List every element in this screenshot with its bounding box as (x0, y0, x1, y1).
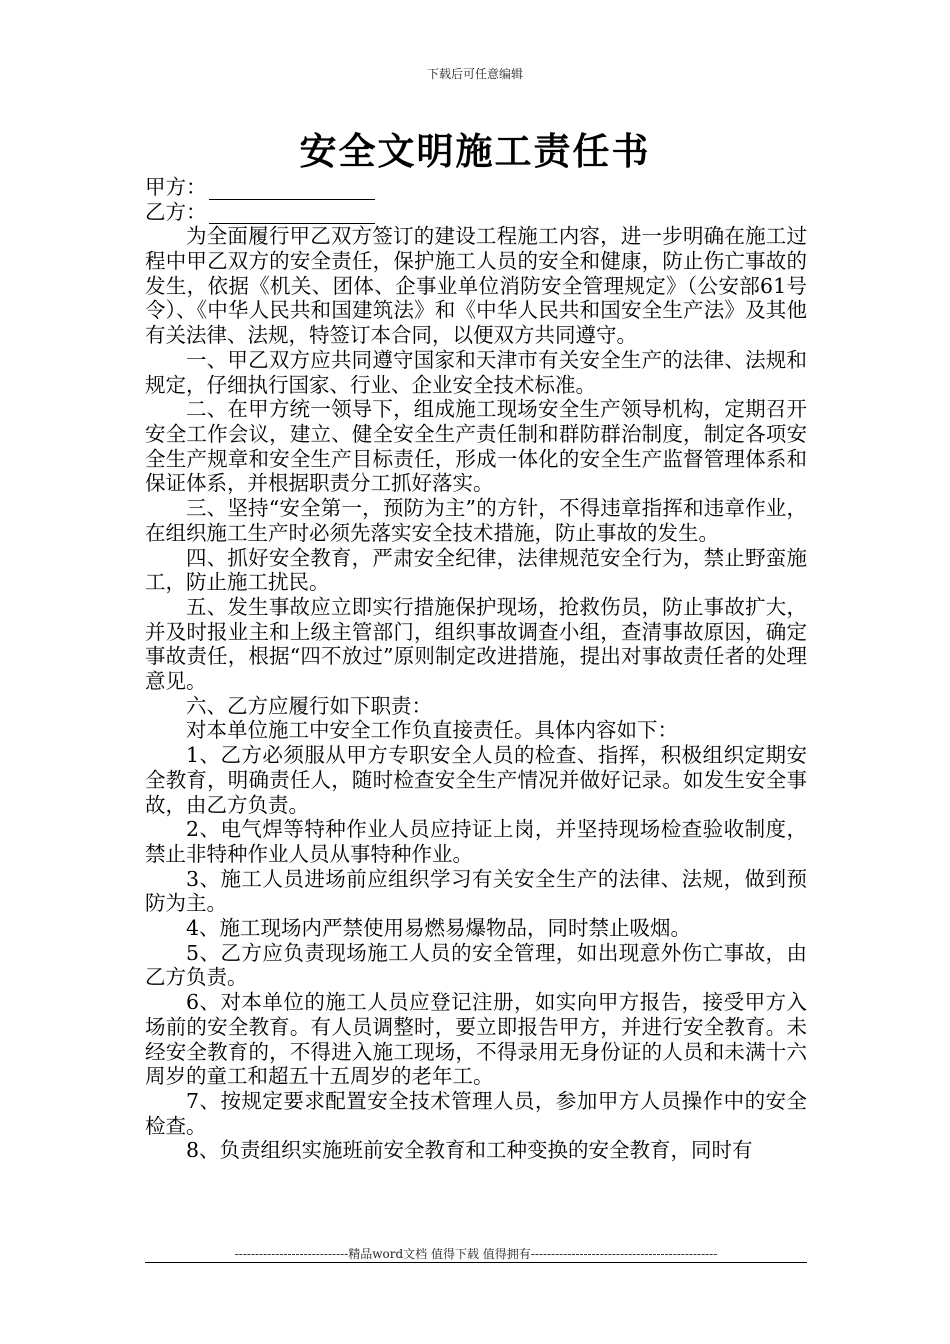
clause-6: 六、乙方应履行如下职责： (186, 693, 432, 718)
duty-5: 5、乙方应负责现场施工人员的安全管理，如出现意外伤亡事故，由乙方负责。 (145, 940, 807, 990)
document-title: 安全文明施工责任书 (299, 129, 651, 173)
duty-1: 1、乙方必须服从甲方专职安全人员的检查、指挥，积极组织定期安全教育，明确责任人，随时检查安全生产情况并做好记录。如发生安全事故，由乙方负责。 (145, 743, 807, 817)
clause-5: 五、发生事故应立即实行措施保护现场，抢救伤员，防止事故扩大，并及时报业主和上级主管部门，组织事故调查小组，查清事故原因，确定事故责任，根据“四不放过”原则制定改进措施，提出对事故责任者的处理意见。 (145, 594, 807, 694)
party-a-label: 甲方： (145, 174, 207, 199)
clause-3: 三、坚持“安全第一，预防为主”的方针，不得违章指挥和违章作业，在组织施工生产时必须先落实安全技术措施，防止事故的发生。 (145, 496, 807, 545)
duty-2: 2、电气焊等特种作业人员应持证上岗，并坚持现场检查验收制度，禁止非特种作业人员从事特种作业。 (145, 817, 807, 866)
party-b-label: 乙方： (145, 199, 207, 224)
party-a-blank (209, 180, 375, 200)
clause-1: 一、甲乙双方应共同遵守国家和天津市有关安全生产的法律、法规和规定，仔细执行国家、行业、企业安全技术标准。 (145, 347, 807, 397)
clause-6-intro: 对本单位施工中安全工作负直接责任。具体内容如下： (186, 718, 678, 743)
party-b-blank (209, 204, 375, 224)
footer-text: ----------------------------精品word文档 值得下载 值得拥有---------------------------------------------- (234, 1247, 718, 1261)
duty-3: 3、施工人员进场前应组织学习有关安全生产的法律、法规，做到预防为主。 (145, 866, 807, 916)
document-body (145, 175, 807, 1163)
duty-7: 7、按规定要求配置安全技术管理人员，参加甲方人员操作中的安全检查。 (145, 1088, 807, 1138)
party-b-line (145, 200, 807, 225)
header-note: 下载后可任意编辑 (426, 67, 523, 81)
party-a-line (145, 175, 807, 200)
duty-8: 8、负责组织实施班前安全教育和工种变换的安全教育，同时有 (186, 1138, 753, 1163)
duty-4: 4、施工现场内严禁使用易燃易爆物品，同时禁止吸烟。 (186, 916, 692, 941)
intro-paragraph: 为全面履行甲乙双方签订的建设工程施工内容，进一步明确在施工过程中甲乙双方的安全责任，保护施工人员的安全和健康，防止伤亡事故的发生，依据《机关、团体、企事业单位消防安全管理规定》（公安部61号令）、《中华人民共和国建筑法》和《中华人民共和国安全生产法》及其他有关法律、法规，特签订本合同，以便双方共同遵守。 (145, 224, 807, 348)
clause-4: 四、抓好安全教育，严肃安全纪律，法律规范安全行为，禁止野蛮施工，防止施工扰民。 (145, 545, 807, 595)
footer-divider (145, 1262, 807, 1263)
clause-2: 二、在甲方统一领导下，组成施工现场安全生产领导机构，定期召开安全工作会议，建立、健全安全生产责任制和群防群治制度，制定各项安全生产规章和安全生产目标责任，形成一体化的安全生产监督管理体系和保证体系，并根据职责分工抓好落实。 (145, 397, 807, 496)
duty-6: 6、对本单位的施工人员应登记注册，如实向甲方报告，接受甲方入场前的安全教育。有人员调整时，要立即报告甲方，并进行安全教育。未经安全教育的，不得进入施工现场，不得录用无身份证的人员和未满十六周岁的童工和超五十五周岁的老年工。 (145, 990, 807, 1089)
